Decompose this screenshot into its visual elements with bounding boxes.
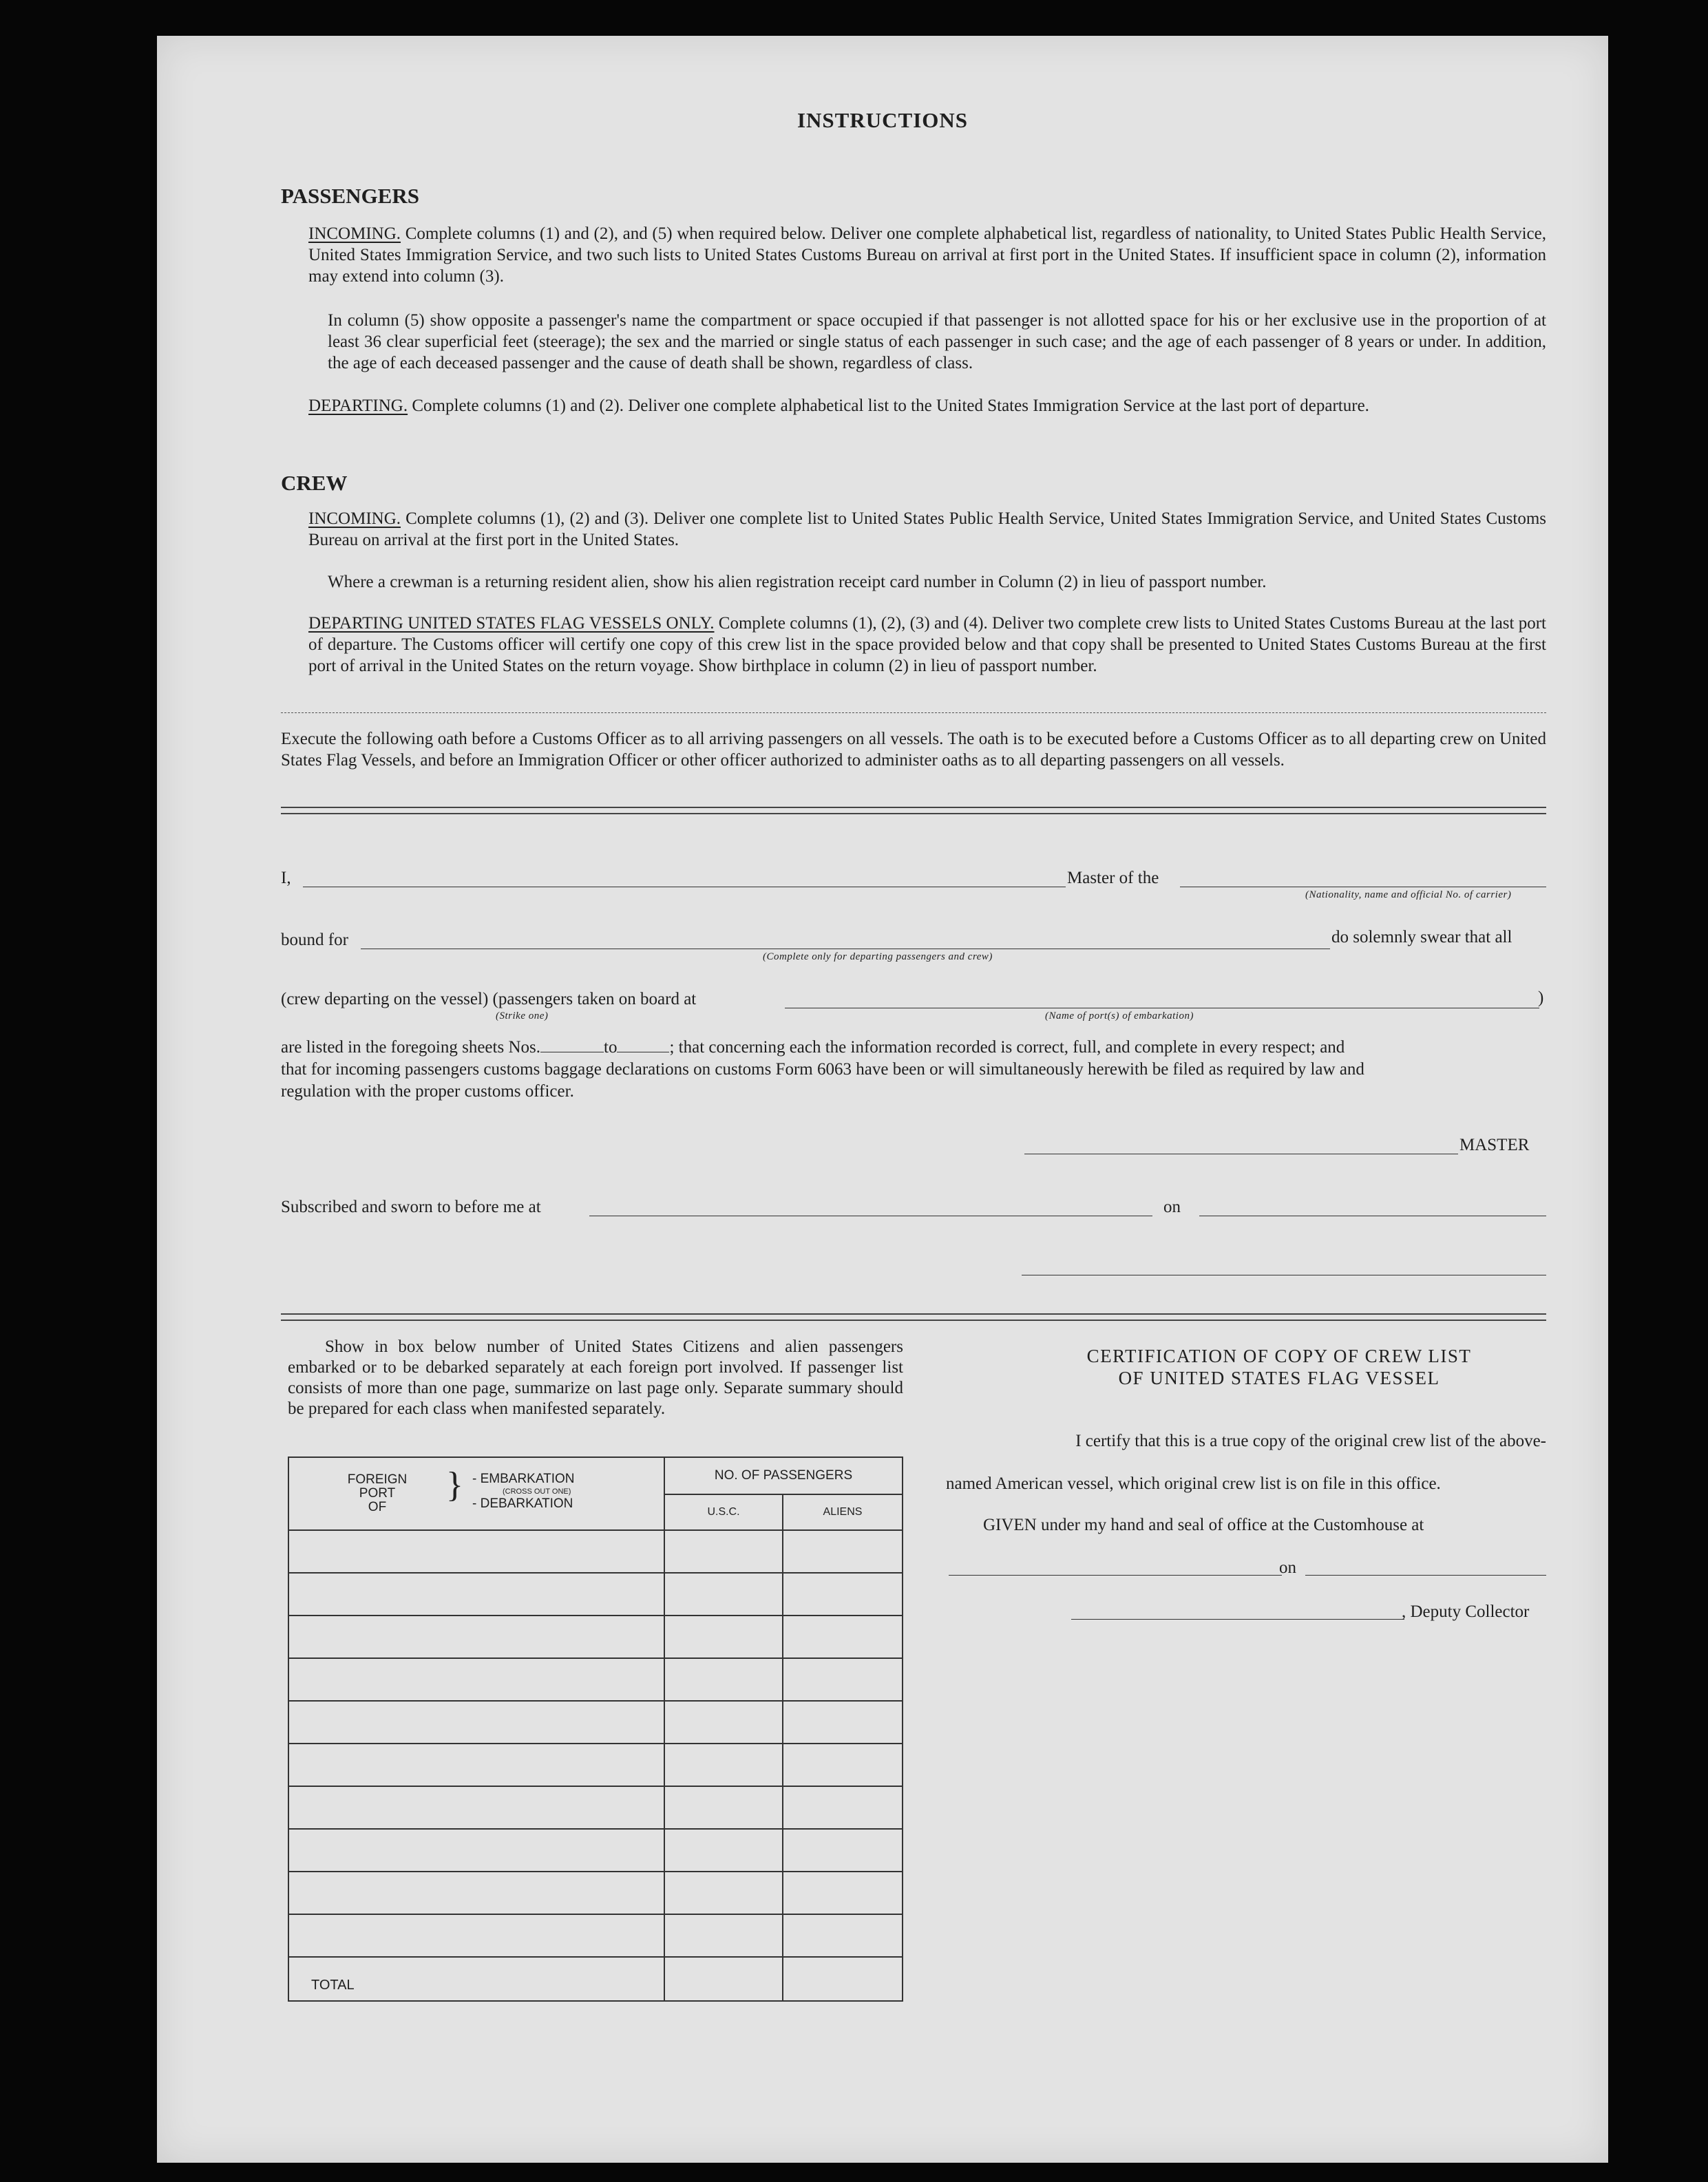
aliens-cell[interactable] bbox=[783, 1786, 903, 1829]
do-swear-text: do solemnly swear that all bbox=[1331, 928, 1512, 946]
aliens-cell[interactable] bbox=[783, 1744, 903, 1786]
crew-incoming-label: INCOMING. bbox=[308, 509, 401, 528]
brace-icon: } bbox=[446, 1465, 463, 1505]
double-divider-lower bbox=[281, 1313, 1546, 1321]
certification-title-line2: OF UNITED STATES FLAG VESSEL bbox=[1118, 1368, 1440, 1388]
deputy-collector-label: , Deputy Collector bbox=[1402, 1602, 1530, 1621]
aliens-total-cell[interactable] bbox=[783, 1957, 903, 2001]
table-row bbox=[288, 1658, 903, 1701]
crew-incoming-text: Complete columns (1), (2) and (3). Deliver one complete list to United States Public Health Service, United States Immigration Service, and United States Customs Bureau on arrival at the first port in the United States. bbox=[308, 509, 1547, 549]
usc-cell[interactable] bbox=[664, 1701, 783, 1744]
customhouse-field[interactable] bbox=[949, 1575, 1282, 1576]
listed-line-1 bbox=[281, 1038, 1345, 1057]
aliens-cell[interactable] bbox=[783, 1530, 903, 1573]
divider bbox=[281, 712, 1546, 713]
given-line: GIVEN under my hand and seal of office at the Customhouse at bbox=[983, 1516, 1424, 1534]
aliens-cell[interactable] bbox=[783, 1658, 903, 1701]
usc-cell[interactable] bbox=[664, 1658, 783, 1701]
usc-total-cell[interactable] bbox=[664, 1957, 783, 2001]
listed-line-2: that for incoming passengers customs baggage declarations on customs Form 6063 have been or will simultaneously herewith be filed as required by law and bbox=[281, 1060, 1364, 1079]
summary-instructions: Show in box below number of United States Citizens and alien passengers embarked or to be debarked separately at each foreign port involved. If passenger list consists of more than one page, summarize on last page only. Separate summary should be prepared for each class when manifested separately. bbox=[288, 1337, 903, 1418]
double-divider bbox=[281, 807, 1546, 814]
passengers-column5-text: In column (5) show opposite a passenger's name the compartment or space occupied if that passenger is not allotted space for his or her exclusive use in the proportion of at least 36 clear superficial feet (steerage); the sex and the married or single status of each passenger in such case; and the age of each passenger of 8 years or under. In addition, the age of each deceased passenger and the cause of death shall be shown, regardless of class. bbox=[328, 311, 1546, 372]
crew-incoming-paragraph bbox=[308, 508, 1546, 551]
total-label: TOTAL bbox=[288, 1957, 664, 2001]
table-row bbox=[288, 1573, 903, 1616]
master-of-the-label: Master of the bbox=[1067, 869, 1159, 887]
total-row bbox=[288, 1957, 903, 2001]
form-page bbox=[157, 36, 1608, 2163]
aliens-cell[interactable] bbox=[783, 1872, 903, 1914]
aliens-cell[interactable] bbox=[783, 1829, 903, 1872]
port-header bbox=[288, 1457, 664, 1530]
embarkation-label: - EMBARKATION bbox=[472, 1472, 575, 1486]
foreign-label: FOREIGN bbox=[347, 1472, 408, 1487]
port-cell[interactable] bbox=[288, 1872, 664, 1914]
bound-hint: (Complete only for departing passengers and crew) bbox=[763, 951, 993, 962]
aliens-header: ALIENS bbox=[783, 1494, 903, 1530]
port-cell[interactable] bbox=[288, 1658, 664, 1701]
of-label: OF bbox=[368, 1500, 387, 1514]
close-paren: ) bbox=[1538, 988, 1544, 1007]
port-cell[interactable] bbox=[288, 1744, 664, 1786]
nationality-hint: (Nationality, name and official No. of carrier) bbox=[1305, 889, 1512, 900]
aliens-cell[interactable] bbox=[783, 1573, 903, 1616]
port-cell[interactable] bbox=[288, 1786, 664, 1829]
port-label: PORT bbox=[359, 1486, 396, 1501]
listed-post: ; that concerning each the information recorded is correct, full, and complete in every respect; and bbox=[669, 1038, 1345, 1057]
table-row bbox=[288, 1744, 903, 1786]
usc-cell[interactable] bbox=[664, 1530, 783, 1573]
port-hint: (Name of port(s) of embarkation) bbox=[1045, 1010, 1194, 1021]
port-cell[interactable] bbox=[288, 1829, 664, 1872]
page-title: INSTRUCTIONS bbox=[797, 108, 968, 132]
certification-date-field[interactable] bbox=[1305, 1575, 1546, 1576]
deputy-signature-field[interactable] bbox=[1071, 1619, 1404, 1620]
certification-on-label: on bbox=[1279, 1558, 1296, 1577]
debarkation-label: - DEBARKATION bbox=[472, 1496, 573, 1511]
certification-title bbox=[976, 1345, 1582, 1389]
usc-cell[interactable] bbox=[664, 1829, 783, 1872]
aliens-cell[interactable] bbox=[783, 1616, 903, 1658]
listed-to: to bbox=[604, 1038, 618, 1057]
certification-title-line1: CERTIFICATION OF COPY OF CREW LIST bbox=[1086, 1346, 1472, 1366]
port-cell[interactable] bbox=[288, 1616, 664, 1658]
port-cell[interactable] bbox=[288, 1701, 664, 1744]
port-cell[interactable] bbox=[288, 1914, 664, 1957]
usc-cell[interactable] bbox=[664, 1872, 783, 1914]
usc-cell[interactable] bbox=[664, 1616, 783, 1658]
table-row bbox=[288, 1530, 903, 1573]
subscribed-label: Subscribed and sworn to before me at bbox=[281, 1198, 541, 1216]
certify-line-1: I certify that this is a true copy of the original crew list of the above- bbox=[1075, 1432, 1546, 1450]
port-cell[interactable] bbox=[288, 1530, 664, 1573]
usc-cell[interactable] bbox=[664, 1786, 783, 1829]
aliens-cell[interactable] bbox=[783, 1701, 903, 1744]
passengers-incoming-paragraph bbox=[308, 223, 1546, 287]
listed-pre: are listed in the foregoing sheets Nos. bbox=[281, 1038, 540, 1057]
passengers-incoming-text: Complete columns (1) and (2), and (5) when required below. Deliver one complete alphabetical list, regardless of nationality, to United States Public Health Service, United States Immigration Service, and two such lists to United States Customs Bureau on arrival at first port in the United States. If insufficient space in column (2), information may extend into column (3). bbox=[308, 224, 1547, 286]
table-row bbox=[288, 1701, 903, 1744]
aliens-cell[interactable] bbox=[783, 1914, 903, 1957]
passengers-departing-paragraph bbox=[308, 395, 1546, 416]
listed-line-3: regulation with the proper customs officer. bbox=[281, 1082, 574, 1101]
crew-heading: CREW bbox=[281, 471, 348, 495]
oath-instructions: Execute the following oath before a Customs Officer as to all arriving passengers on all vessels. The oath is to be executed before a Customs Officer as to all departing crew on United States Flag Vessels, and before an Immigration Officer or other officer authorized to administer oaths as to all departing passengers on all vessels. bbox=[281, 730, 1546, 770]
crew-resident-text: Where a crewman is a returning resident alien, show his alien registration receipt card number in Column (2) in lieu of passport number. bbox=[328, 573, 1267, 591]
bound-for-label: bound for bbox=[281, 931, 348, 949]
crew-departing-label: DEPARTING UNITED STATES FLAG VESSELS ONLY. bbox=[308, 614, 715, 633]
oath-i-label: I, bbox=[281, 869, 291, 887]
passenger-summary-table bbox=[288, 1457, 903, 2002]
passengers-heading: PASSENGERS bbox=[281, 184, 419, 208]
usc-cell[interactable] bbox=[664, 1573, 783, 1616]
strike-one-hint: (Strike one) bbox=[496, 1010, 549, 1021]
passengers-departing-text: Complete columns (1) and (2). Deliver one complete alphabetical list to the United States Immigration Service at the last port of departure. bbox=[412, 396, 1369, 415]
crew-passengers-text: (crew departing on the vessel) (passengers taken on board at bbox=[281, 990, 697, 1008]
port-cell[interactable] bbox=[288, 1573, 664, 1616]
passengers-incoming-label: INCOMING. bbox=[308, 224, 401, 243]
table-row bbox=[288, 1786, 903, 1829]
crew-departing-paragraph bbox=[308, 613, 1546, 677]
master-label: MASTER bbox=[1459, 1136, 1530, 1154]
table-row bbox=[288, 1829, 903, 1872]
subscribed-on-label: on bbox=[1163, 1198, 1181, 1216]
certify-line-2: named American vessel, which original crew list is on file in this office. bbox=[946, 1474, 1441, 1493]
table-row bbox=[288, 1914, 903, 1957]
table-row bbox=[288, 1872, 903, 1914]
passengers-departing-label: DEPARTING. bbox=[308, 396, 408, 415]
crew-departing-text: Complete columns (1), (2), (3) and (4). Deliver two complete crew lists to United States Customs Bureau at the last port of departure. The Customs officer will certify one copy of this crew list in the space provided below and that copy shall be presented to United States Customs Bureau at the first port of arrival in the United States on the return voyage. Show birthplace in column (2) in lieu of passport number. bbox=[308, 614, 1547, 675]
no-of-passengers-header: NO. OF PASSENGERS bbox=[664, 1457, 903, 1494]
cross-out-label: (CROSS OUT ONE) bbox=[503, 1487, 571, 1496]
usc-cell[interactable] bbox=[664, 1744, 783, 1786]
usc-cell[interactable] bbox=[664, 1914, 783, 1957]
usc-header: U.S.C. bbox=[664, 1494, 783, 1530]
table-row bbox=[288, 1616, 903, 1658]
